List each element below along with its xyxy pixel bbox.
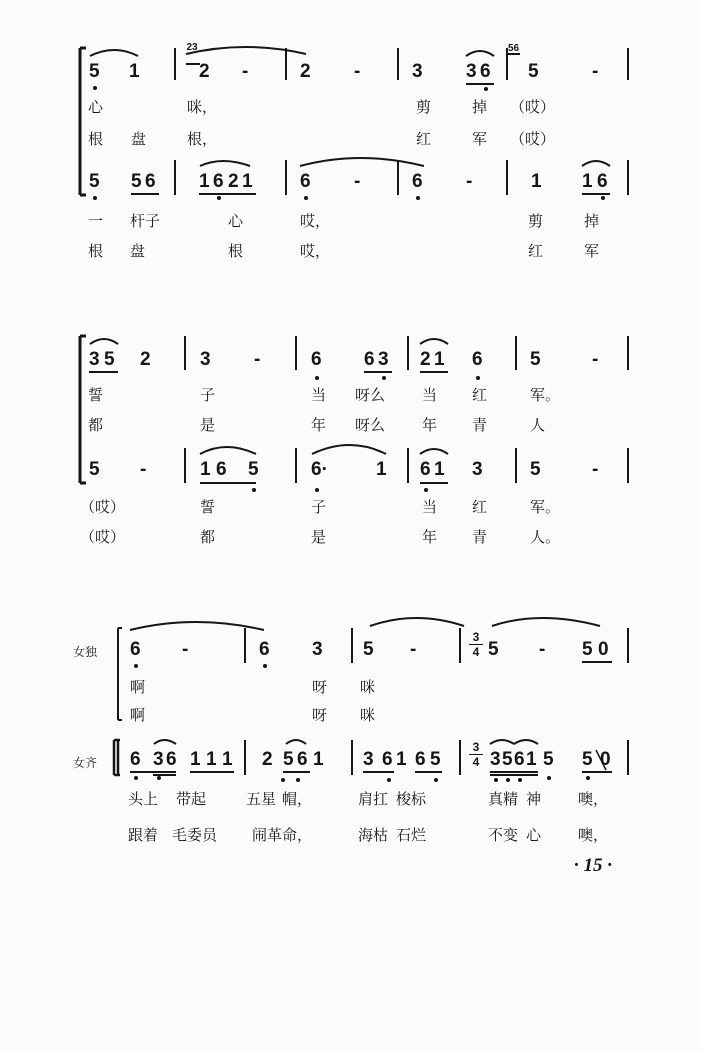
lyric: 梭标 <box>396 790 427 808</box>
note: 6 <box>259 639 270 660</box>
slur <box>186 47 306 54</box>
lyric: 当 <box>311 386 327 404</box>
note: 6 <box>597 171 608 192</box>
lyric: （哎） <box>80 528 126 546</box>
staff-bracket-solo <box>118 628 122 720</box>
lyric: 帽， <box>282 790 313 808</box>
lyric: 咪， <box>187 98 218 116</box>
lyric: （哎） <box>510 130 556 148</box>
note: 6 <box>130 639 141 660</box>
lyric: 心 <box>88 98 104 116</box>
lyric: 青 <box>472 528 488 546</box>
note: 1 <box>434 349 445 370</box>
lyric: 呀 <box>312 678 328 696</box>
lyric: 都 <box>88 416 104 434</box>
time-signature: 3 4 <box>469 631 483 658</box>
note: 1 <box>200 459 211 480</box>
note: 5 <box>131 171 142 192</box>
slur <box>492 618 600 626</box>
part-label-solo: 女独 <box>73 645 98 659</box>
lyric: 根 <box>88 130 104 148</box>
note: 0 <box>598 639 609 660</box>
lyric: 石烂 <box>396 826 427 844</box>
system-bracket <box>114 740 120 775</box>
slur <box>466 51 494 56</box>
slur <box>312 445 386 454</box>
note: 0 <box>600 749 611 770</box>
lyric: 咪 <box>360 706 376 724</box>
lyric: 红 <box>472 386 488 404</box>
lyric: 红 <box>416 130 432 148</box>
note: 5 <box>104 349 115 370</box>
note: 6 <box>145 171 156 192</box>
slur <box>420 449 448 454</box>
lyric: 肩扛 <box>358 790 389 808</box>
barline <box>185 448 628 483</box>
lyric: 都 <box>200 528 216 546</box>
octave-dots <box>252 376 480 492</box>
lyric: 剪 <box>528 212 544 230</box>
octave-dots <box>134 664 590 782</box>
slur <box>154 740 176 744</box>
note: 5 <box>248 459 259 480</box>
lyric: 命， <box>282 826 313 844</box>
note: 2 <box>199 61 210 82</box>
lyric: 神 <box>526 790 542 808</box>
note: 1 <box>190 749 201 770</box>
note: 5 <box>530 349 541 370</box>
note-extension: - <box>592 459 599 480</box>
note-extension: - <box>539 639 546 660</box>
slur <box>200 447 256 454</box>
lyric: 盘 <box>130 242 146 260</box>
note-extension: - <box>254 349 261 370</box>
slur <box>582 161 610 166</box>
note: 1 <box>129 61 140 82</box>
grace-beam <box>186 54 520 64</box>
note: 3 <box>200 349 211 370</box>
barline <box>245 740 628 775</box>
note: 3 <box>412 61 423 82</box>
note: 5 <box>543 749 554 770</box>
lyric: 军。 <box>530 386 561 404</box>
note: 2 <box>420 349 431 370</box>
note: 2 <box>140 349 151 370</box>
slur <box>90 339 118 344</box>
lyric: 五星 <box>246 790 277 808</box>
note: 1 <box>582 171 593 192</box>
note: 5 <box>363 639 374 660</box>
barline <box>245 628 628 663</box>
lyric: 哎， <box>300 212 331 230</box>
note: 5 <box>89 61 100 82</box>
note: 6 <box>382 749 393 770</box>
note: 5 <box>582 749 593 770</box>
page-number: · 15 · <box>574 855 612 876</box>
lyric: 一 <box>88 212 104 230</box>
note: 5 <box>502 749 513 770</box>
lyric: 当 <box>422 498 438 516</box>
lyric: 誓 <box>88 386 104 404</box>
note-extension: - <box>140 459 147 480</box>
lyric: 军 <box>472 130 488 148</box>
lyric: 人 <box>530 416 546 434</box>
barline <box>175 160 628 195</box>
note: 6 <box>472 349 483 370</box>
lyric: 哎， <box>300 242 331 260</box>
note: 6 <box>311 349 322 370</box>
note: 3 <box>89 349 100 370</box>
barline <box>175 48 628 80</box>
note-extension: - <box>354 61 361 82</box>
note: 5 <box>530 459 541 480</box>
lyric: 是 <box>311 528 327 546</box>
lyric: 誓 <box>200 498 216 516</box>
lyric: 年 <box>422 416 438 434</box>
time-signature: 3 4 <box>469 741 483 768</box>
lyric: 海枯 <box>358 826 389 844</box>
barline <box>185 336 628 370</box>
lyric: 红 <box>528 242 544 260</box>
lyric: 子 <box>311 498 327 516</box>
note-extension: - <box>410 639 417 660</box>
lyric: 年 <box>422 528 438 546</box>
note: 1 <box>531 171 542 192</box>
lyric: 军。 <box>530 498 561 516</box>
lyric: 噢， <box>578 790 609 808</box>
lyric: 咪 <box>360 678 376 696</box>
note: 3 <box>472 459 483 480</box>
note: 6 <box>364 349 375 370</box>
note-extension: - <box>466 171 473 192</box>
note: 1 <box>222 749 233 770</box>
note: 1 <box>376 459 387 480</box>
lyric: 是 <box>200 416 216 434</box>
lyric: 根， <box>187 130 218 148</box>
note: 5 <box>283 749 294 770</box>
lyric: 头上 <box>128 790 159 808</box>
lyric: 带起 <box>176 790 207 808</box>
note-extension: - <box>182 639 189 660</box>
slur <box>490 740 514 744</box>
note: 2 <box>300 61 311 82</box>
note: 3 <box>490 749 501 770</box>
note-extension: - <box>354 171 361 192</box>
note: 6 <box>480 61 491 82</box>
lyric: 杆子 <box>130 212 161 230</box>
beam <box>89 372 448 483</box>
slur <box>286 740 306 744</box>
slur <box>514 740 538 744</box>
system-bracket <box>80 336 86 483</box>
lyric: 红 <box>472 498 488 516</box>
note: 6 <box>514 749 525 770</box>
note: 3 <box>153 749 164 770</box>
note: 1 <box>199 171 210 192</box>
note-extension: - <box>242 61 249 82</box>
part-label-chorus: 女齐 <box>73 756 98 770</box>
octave-dots <box>93 86 605 200</box>
note: 1 <box>206 749 217 770</box>
note: 6 <box>130 749 141 770</box>
slur <box>200 161 250 166</box>
note: 6 <box>297 749 308 770</box>
note: 1 <box>434 459 445 480</box>
lyric: 呀么 <box>355 416 386 434</box>
note: 5 <box>89 171 100 192</box>
lyric: 人。 <box>530 528 561 546</box>
slur <box>300 158 424 166</box>
note: 1 <box>313 749 324 770</box>
lyric: 呀么 <box>355 386 386 404</box>
lyric: 年 <box>311 416 327 434</box>
note: 6 <box>216 459 227 480</box>
lyric: 啊 <box>130 678 146 696</box>
note: 2 <box>228 171 239 192</box>
note-extension: - <box>592 349 599 370</box>
lyric: 闹革 <box>252 826 283 844</box>
note: 6· <box>311 459 328 480</box>
slur <box>130 622 264 630</box>
note: 1 <box>526 749 537 770</box>
note: 5 <box>430 749 441 770</box>
lyric: 毛委员 <box>172 826 218 844</box>
lyric: （哎） <box>510 98 556 116</box>
system-bracket <box>80 48 86 195</box>
lyric: （哎） <box>80 498 126 516</box>
lyric: 青 <box>472 416 488 434</box>
lyric: 掉 <box>584 212 600 230</box>
slur <box>420 339 448 344</box>
lyric: 剪 <box>416 98 432 116</box>
lyric: 根 <box>228 242 244 260</box>
note: 6 <box>415 749 426 770</box>
lyric: 盘 <box>131 130 147 148</box>
note: 3 <box>312 639 323 660</box>
lyric: 子 <box>200 386 216 404</box>
beam <box>131 84 610 194</box>
lyric: 根 <box>88 242 104 260</box>
lyric: 呀 <box>312 706 328 724</box>
note: 6 <box>412 171 423 192</box>
note: 5 <box>488 639 499 660</box>
lyric: 不变 <box>488 826 519 844</box>
note: 6 <box>213 171 224 192</box>
lyric: 掉 <box>472 98 488 116</box>
note: 6 <box>300 171 311 192</box>
grace-notes: 56 <box>508 43 520 54</box>
note: 5 <box>89 459 100 480</box>
lyric: 真精 <box>488 790 519 808</box>
note: 3 <box>466 61 477 82</box>
lyric: 军 <box>584 242 600 260</box>
lyric: 心 <box>526 826 542 844</box>
note-extension: - <box>592 61 599 82</box>
note: 6 <box>420 459 431 480</box>
lyric: 噢， <box>578 826 609 844</box>
note: 1 <box>396 749 407 770</box>
slur <box>90 50 138 56</box>
note: 5 <box>528 61 539 82</box>
note: 6 <box>166 749 177 770</box>
note: 3 <box>378 349 389 370</box>
note: 1 <box>242 171 253 192</box>
lyric: 心 <box>228 212 244 230</box>
note: 2 <box>262 749 273 770</box>
note: 5 <box>582 639 593 660</box>
beam-slash <box>596 750 606 770</box>
note: 3 <box>363 749 374 770</box>
lyric: 当 <box>422 386 438 404</box>
lyric: 啊 <box>130 706 146 724</box>
grace-notes: 23 <box>186 42 198 53</box>
lyric: 跟着 <box>128 826 159 844</box>
slur <box>370 618 464 626</box>
